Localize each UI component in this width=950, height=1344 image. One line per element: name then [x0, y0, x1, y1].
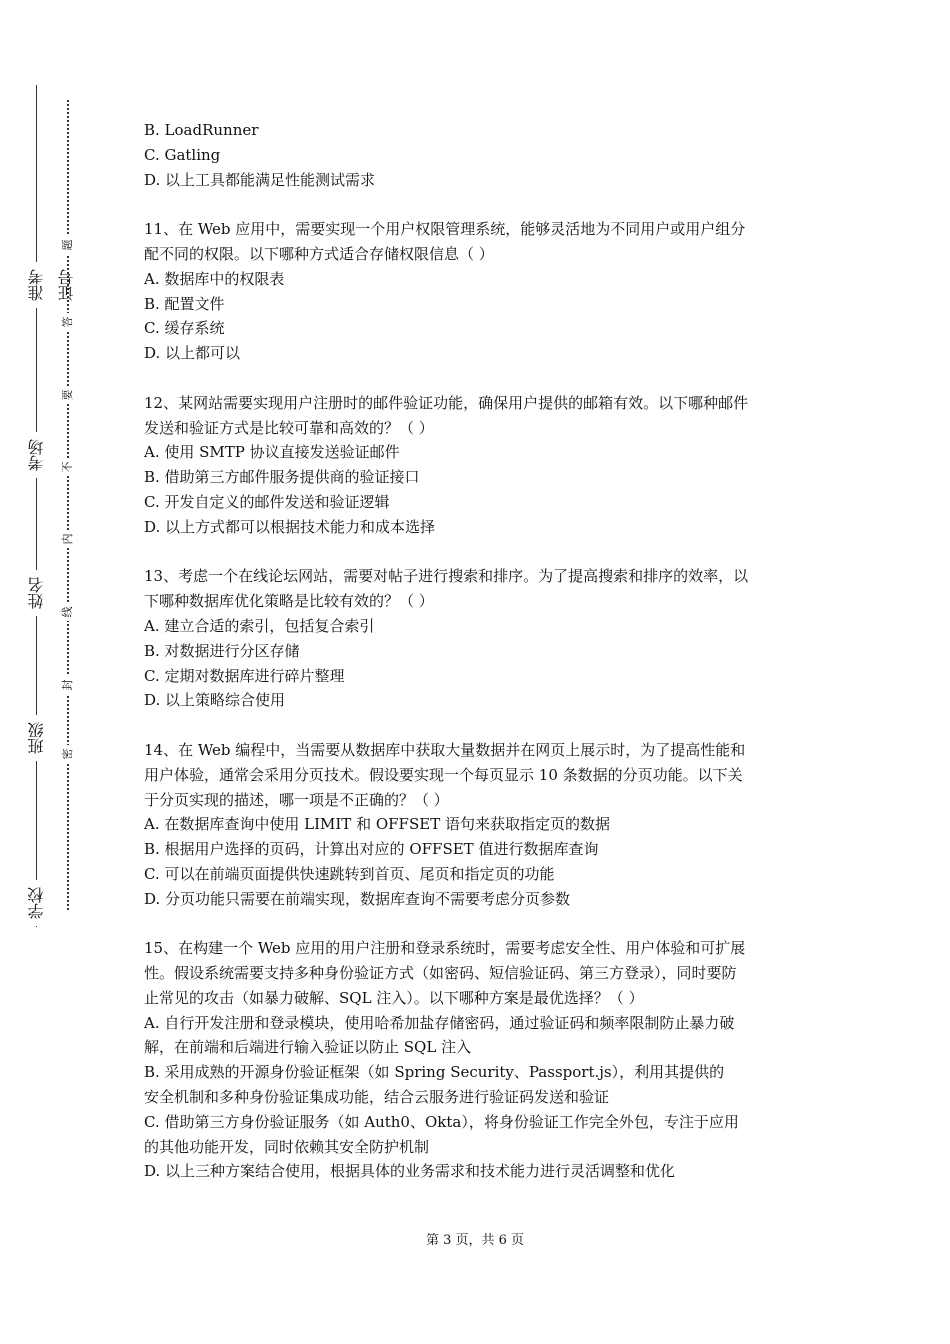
option-d: D. 以上都可以	[144, 344, 241, 363]
question-13	[144, 564, 810, 713]
seal-char: 不	[59, 458, 77, 476]
option-c: C. 可以在前端页面提供快速跳转到首页、尾页和指定页的功能	[144, 864, 555, 883]
option-b: B. 配置文件	[144, 294, 225, 313]
option-b: B. 根据用户选择的页码，计算出对应的 OFFSET 值进行数据库查询	[144, 840, 599, 859]
option-c: 的其他功能开发，同时依赖其安全防护机制	[144, 1137, 430, 1156]
option-b: B. 对数据进行分区存储	[144, 641, 300, 660]
question-stem: 性。假设系统需要支持多种身份验证方式（如密码、短信验证码、第三方登录），同时要防	[144, 964, 737, 983]
option-a: A. 在数据库查询中使用 LIMIT 和 OFFSET 语句来获取指定页的数据	[144, 815, 610, 834]
option-d: D. 以上工具都能满足性能测试需求	[144, 170, 376, 189]
seal-dotted-line	[67, 100, 69, 910]
page-number: 第 3 页，共 6 页	[425, 1233, 525, 1248]
option-a: 解，在前端和后端进行输入验证以防止 SQL 注入	[144, 1038, 472, 1057]
exam-room-label: 考场	[22, 432, 52, 478]
option-a: A. 建立合适的索引，包括复合索引	[144, 616, 375, 635]
option-b: B. LoadRunner	[144, 121, 259, 139]
question-stem: 于分页实现的描述，哪一项是不正确的？（ ）	[144, 790, 449, 809]
question-stem: 12、某网站需要实现用户注册时的邮件验证功能，确保用户提供的邮箱有效。以下哪种邮件	[144, 393, 749, 412]
option-d: D. 以上三种方案结合使用，根据具体的业务需求和技术能力进行灵活调整和优化	[144, 1162, 676, 1181]
option-b: 安全机制和多种身份验证集成功能，结合云服务进行验证码发送和验证	[144, 1088, 610, 1107]
school-label: 学校	[22, 880, 52, 926]
question-stem: 用户体验，通常会采用分页技术。假设要实现一个每页显示 10 条数据的分页功能。以下关	[144, 765, 743, 784]
question-stem: 配不同的权限。以下哪种方式适合存储权限信息（ ）	[144, 244, 494, 263]
exam-number-label: 准考证号	[22, 262, 52, 308]
option-a: A. 使用 SMTP 协议直接发送验证邮件	[144, 443, 400, 462]
option-d: D. 以上方式都可以根据技术能力和成本选择	[144, 517, 436, 536]
binding-solid-line	[36, 85, 37, 927]
question-11	[144, 217, 810, 366]
option-d: D. 以上策略综合使用	[144, 691, 286, 710]
seal-char: 线	[59, 603, 77, 621]
question-stem: 11、在 Web 应用中，需要实现一个用户权限管理系统，能够灵活地为不同用户或用户组分	[144, 220, 746, 239]
seal-char: 密	[59, 745, 77, 763]
option-d: D. 分页功能只需要在前端实现，数据库查询不需要考虑分页参数	[144, 889, 571, 908]
seal-char: 内	[59, 530, 77, 548]
question-14	[144, 738, 810, 912]
question-stem: 止常见的攻击（如暴力破解、SQL 注入）。以下哪种方案是最优选择？（ ）	[144, 988, 644, 1007]
option-c: C. 缓存系统	[144, 319, 225, 338]
exam-content	[144, 118, 810, 1184]
question-10-tail	[144, 118, 810, 192]
question-stem: 发送和验证方式是比较可靠和高效的？（ ）	[144, 418, 434, 437]
question-stem: 15、在构建一个 Web 应用的用户注册和登录系统时，需要考虑安全性、用户体验和可扩展	[144, 939, 746, 958]
question-stem: 下哪种数据库优化策略是比较有效的？（ ）	[144, 592, 434, 611]
option-c: C. 定期对数据库进行碎片整理	[144, 666, 345, 685]
option-c: C. Gatling	[144, 145, 221, 164]
seal-char: 封	[59, 676, 77, 694]
seal-char: 要	[59, 386, 77, 404]
option-c: C. 开发自定义的邮件发送和验证逻辑	[144, 492, 390, 511]
question-stem: 14、在 Web 编程中，当需要从数据库中获取大量数据并在网页上展示时，为了提高性能和	[144, 740, 746, 759]
question-15	[144, 936, 810, 1184]
option-a: A. 自行开发注册和登录模块，使用哈希加盐存储密码，通过验证码和频率限制防止暴力破	[144, 1013, 735, 1032]
seal-char: 答	[59, 313, 77, 331]
seal-char: 题	[59, 236, 77, 254]
class-label: 班级	[22, 715, 52, 761]
student-name-label: 姓名	[22, 570, 52, 616]
option-a: A. 数据库中的权限表	[144, 269, 285, 288]
option-c: C. 借助第三方身份验证服务（如 Auth0、Okta），将身份验证工作完全外包，专注于应用	[144, 1112, 739, 1131]
option-b: B. 借助第三方邮件服务提供商的验证接口	[144, 468, 420, 487]
binding-margin	[0, 0, 120, 1344]
option-b: B. 采用成熟的开源身份验证框架（如 Spring Security、Passport.js），利用其提供的	[144, 1063, 725, 1082]
question-12	[144, 391, 810, 540]
question-stem: 13、考虑一个在线论坛网站，需要对帖子进行搜索和排序。为了提高搜索和排序的效率，以	[144, 567, 749, 586]
